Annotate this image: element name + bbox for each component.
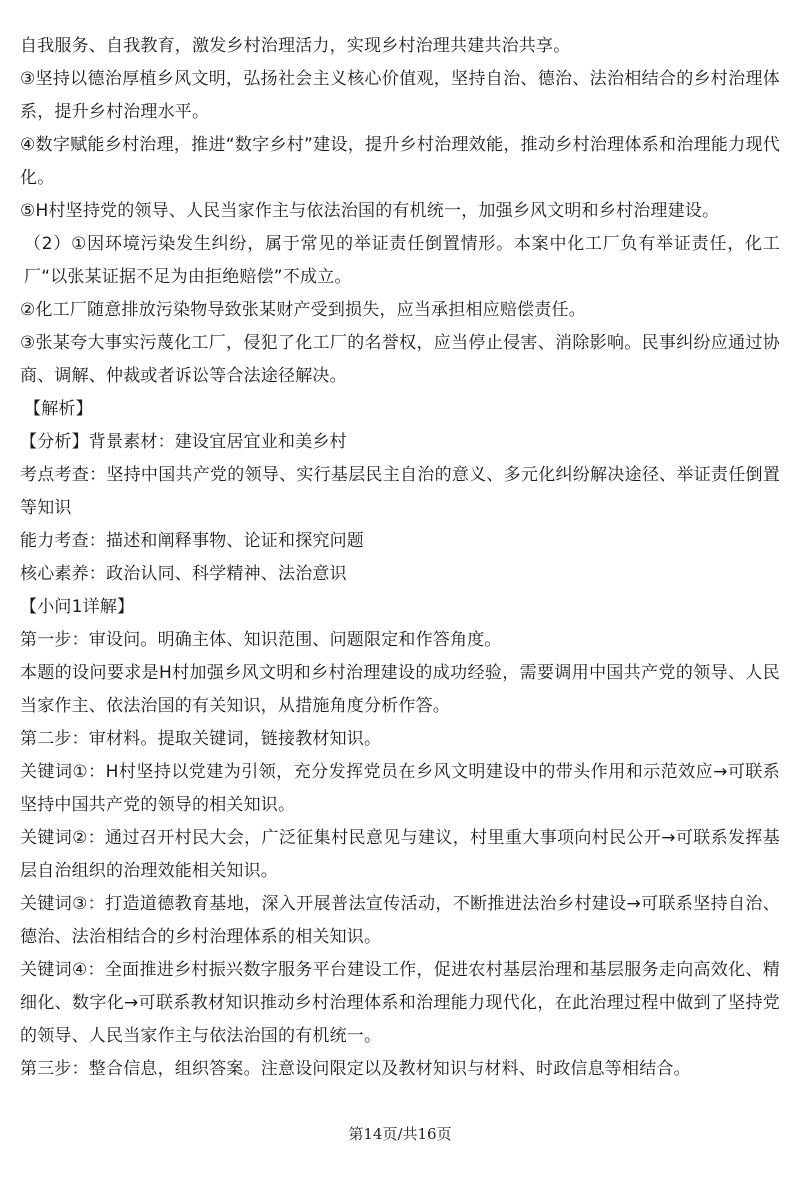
paragraph-point-4-digital: ④数字赋能乡村治理，推进“数字乡村”建设，提升乡村治理效能，推动乡村治理体系和治理能力现代化。	[20, 135, 780, 188]
paragraph-background: 【分析】背景素材：建设宜居宜业和美乡村	[20, 432, 347, 452]
paragraph-step-1: 第一步：审设问。明确主体、知识范围、问题限定和作答角度。	[20, 630, 502, 650]
paragraph-keyword-2: 关键词②：通过召开村民大会，广泛征集村民意见与建议，村里重大事项向村民公开→可联系发挥基层自治组织的治理效能相关知识。	[20, 828, 780, 881]
paragraph-step-3: 第三步：整合信息，组织答案。注意设问限定以及教材知识与材料、时政信息等相结合。	[20, 1059, 691, 1079]
paragraph-exam-points: 考点考查：坚持中国共产党的领导、实行基层民主自治的意义、多元化纠纷解决途径、举证责任倒置等知识	[20, 465, 780, 518]
paragraph-q2-point-2: ②化工厂随意排放污染物导致张某财产受到损失，应当承担相应赔偿责任。	[20, 300, 586, 320]
paragraph-question-requirement: 本题的设问要求是H村加强乡风文明和乡村治理建设的成功经验，需要调用中国共产党的领导、人民当家作主、依法治国的有关知识，从措施角度分析作答。	[20, 663, 780, 716]
paragraph-keyword-4: 关键词④：全面推进乡村振兴数字服务平台建设工作，促进农村基层治理和基层服务走向高效化、精细化、数字化→可联系教材知识推动乡村治理体系和治理能力现代化，在此治理过程中做到了坚持党的领导、人民当家作主与依法治国的有机统一。	[20, 960, 780, 1046]
paragraph-keyword-3: 关键词③：打造道德教育基地，深入开展普法宣传活动，不断推进法治乡村建设→可联系坚持自治、德治、法治相结合的乡村治理体系的相关知识。	[20, 894, 780, 947]
paragraph-step-2: 第二步：审材料。提取关键词，链接教材知识。	[20, 729, 382, 749]
paragraph-self-service: 自我服务、自我教育，激发乡村治理活力，实现乡村治理共建共治共享。	[20, 36, 571, 56]
page-number-footer: 第14页/共16页	[348, 1125, 452, 1143]
document-body	[20, 30, 780, 1086]
paragraph-point-5-unity: ⑤H村坚持党的领导、人民当家作主与依法治国的有机统一，加强乡风文明和乡村治理建设。	[20, 201, 720, 221]
paragraph-core-literacy: 核心素养：政治认同、科学精神、法治意识	[20, 564, 347, 584]
section-heading-analysis: 【解析】	[24, 399, 93, 419]
section-heading-q1-detail: 【小问1详解】	[20, 597, 135, 617]
paragraph-q2-point-3: ③张某夸大事实污蔑化工厂，侵犯了化工厂的名誉权，应当停止侵害、消除影响。民事纠纷应通过协商、调解、仲裁或者诉讼等合法途径解决。	[20, 333, 780, 386]
paragraph-keyword-1: 关键词①：H村坚持以党建为引领，充分发挥党员在乡风文明建设中的带头作用和示范效应→可联系坚持中国共产党的领导的相关知识。	[20, 762, 780, 815]
paragraph-point-3-moral-governance: ③坚持以德治厚植乡风文明，弘扬社会主义核心价值观，坚持自治、德治、法治相结合的乡村治理体系，提升乡村治理水平。	[20, 69, 780, 122]
paragraph-q2-point-1: （2）①因环境污染发生纠纷，属于常见的举证责任倒置情形。本案中化工厂负有举证责任，化工厂“以张某证据不足为由拒绝赔偿”不成立。	[24, 234, 780, 287]
paragraph-ability: 能力考查：描述和阐释事物、论证和探究问题	[20, 531, 364, 551]
